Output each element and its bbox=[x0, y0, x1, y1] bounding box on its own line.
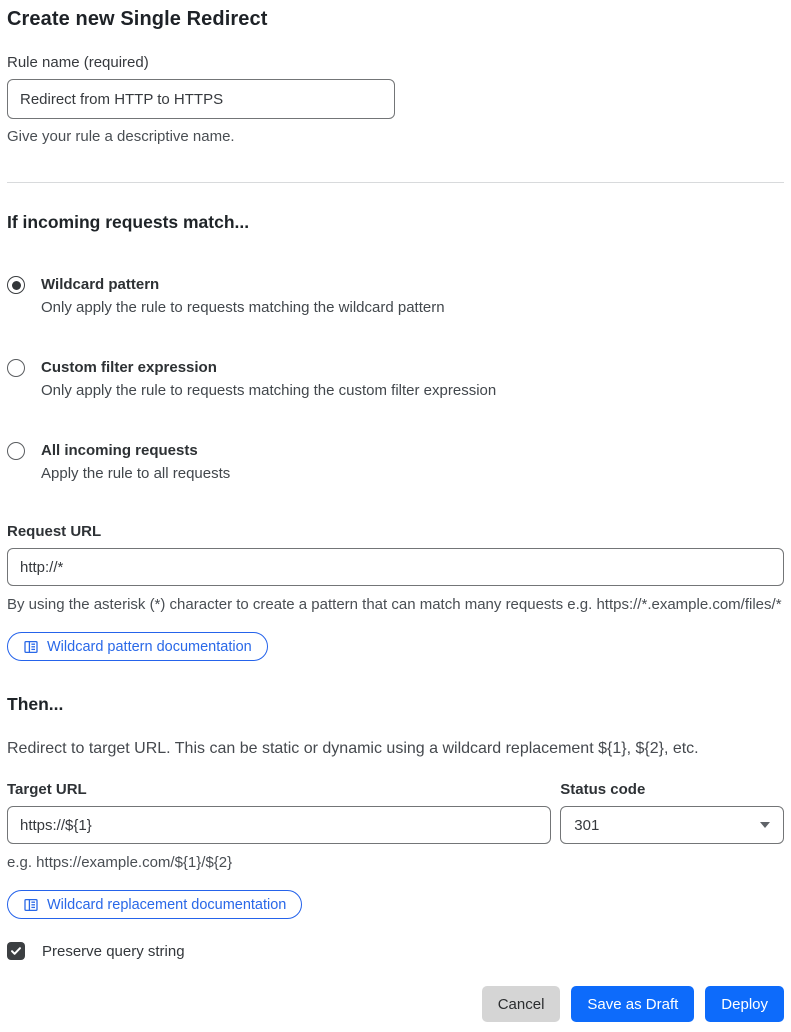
radio-label: All incoming requests bbox=[41, 442, 198, 459]
doc-button-label: Wildcard pattern documentation bbox=[47, 638, 252, 655]
then-section-heading: Then... bbox=[7, 694, 64, 714]
section-divider bbox=[7, 182, 784, 183]
target-url-label: Target URL bbox=[7, 781, 87, 798]
radio-option-all-incoming-requests[interactable] bbox=[7, 440, 784, 486]
target-url-help: e.g. https://example.com/${1}/${2} bbox=[7, 854, 233, 871]
wildcard-pattern-docs-button[interactable] bbox=[7, 632, 268, 661]
request-url-field-group bbox=[7, 523, 784, 661]
wildcard-replacement-docs-button[interactable] bbox=[7, 890, 302, 919]
doc-button-label: Wildcard replacement documentation bbox=[47, 896, 287, 913]
match-section-heading: If incoming requests match... bbox=[7, 212, 250, 232]
request-url-input[interactable] bbox=[7, 548, 784, 586]
rule-name-field-group bbox=[7, 54, 784, 149]
book-open-icon bbox=[23, 897, 39, 913]
preserve-query-string-label: Preserve query string bbox=[42, 942, 185, 960]
page-title: Create new Single Redirect bbox=[7, 8, 268, 30]
save-as-draft-button[interactable]: Save as Draft bbox=[571, 986, 694, 1022]
radio-description: Only apply the rule to requests matching the wildcard pattern bbox=[41, 299, 445, 316]
then-description: Redirect to target URL. This can be static or dynamic using a wildcard replacement ${1}, ${2}, etc. bbox=[7, 740, 699, 757]
radio-option-wildcard-pattern[interactable] bbox=[7, 274, 784, 320]
preserve-query-string-row[interactable] bbox=[7, 942, 784, 960]
chevron-down-icon bbox=[760, 822, 770, 828]
status-code-value: 301 bbox=[574, 816, 600, 834]
radio-icon[interactable] bbox=[7, 359, 25, 377]
deploy-button[interactable]: Deploy bbox=[705, 986, 784, 1022]
rule-name-label: Rule name (required) bbox=[7, 54, 149, 71]
radio-label: Wildcard pattern bbox=[41, 276, 160, 293]
rule-name-input[interactable] bbox=[7, 79, 395, 119]
footer-actions bbox=[7, 986, 784, 1022]
radio-label: Custom filter expression bbox=[41, 359, 217, 376]
status-code-label: Status code bbox=[560, 781, 646, 798]
target-url-input[interactable] bbox=[7, 806, 551, 844]
book-open-icon bbox=[23, 639, 39, 655]
request-url-help: By using the asterisk (*) character to create a pattern that can match many requests e.g. https://*.example.com/files/* bbox=[7, 596, 782, 613]
status-code-field-group bbox=[560, 781, 784, 919]
status-code-select[interactable] bbox=[560, 806, 784, 844]
cancel-button[interactable]: Cancel bbox=[482, 986, 561, 1022]
rule-name-help: Give your rule a descriptive name. bbox=[7, 128, 235, 145]
radio-icon[interactable] bbox=[7, 442, 25, 460]
request-url-label: Request URL bbox=[7, 523, 102, 540]
match-radio-group bbox=[7, 274, 784, 486]
target-status-row bbox=[7, 781, 784, 919]
target-url-field-group bbox=[7, 781, 551, 919]
checkbox-checked-icon[interactable] bbox=[7, 942, 25, 960]
radio-option-custom-filter-expression[interactable] bbox=[7, 357, 784, 403]
radio-description: Apply the rule to all requests bbox=[41, 465, 231, 482]
radio-icon[interactable] bbox=[7, 276, 25, 294]
radio-description: Only apply the rule to requests matching the custom filter expression bbox=[41, 382, 497, 399]
